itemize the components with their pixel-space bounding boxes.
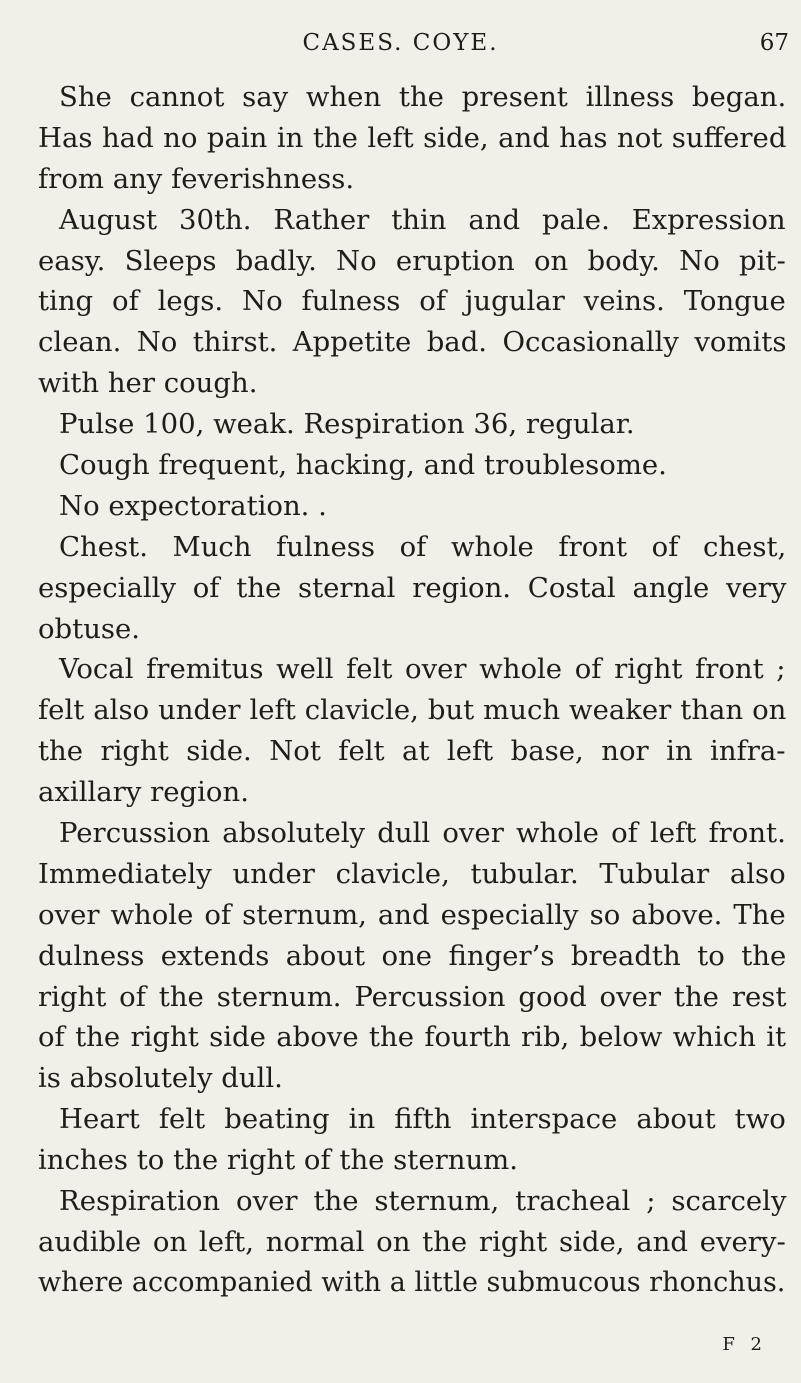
page-number: 67 <box>759 30 789 56</box>
text-line: Respiration over the sternum, tracheal ; scarcely <box>59 1185 787 1218</box>
text-line: easy. Sleeps badly. No eruption on body. No pit- <box>38 244 786 277</box>
text-line: Cough frequent, hacking, and troublesome. <box>59 449 667 482</box>
text-line: inches to the right of the sternum. <box>38 1144 519 1177</box>
text-line: Has had no pain in the left side, and has not suffered <box>38 121 787 154</box>
text-line: No expectoration. . <box>59 489 327 522</box>
body-text <box>38 77 790 1304</box>
text-line: Heart felt beating in fifth interspace about two <box>59 1103 786 1136</box>
text-line: felt also under left clavicle, but much weaker than on <box>38 694 787 727</box>
signature-mark: F 2 <box>722 1334 767 1355</box>
text-line: She cannot say when the present illness began. <box>59 81 787 113</box>
text-line: is absolutely dull. <box>38 1062 283 1095</box>
text-line: Immediately under clavicle, tubular. Tubular also <box>38 857 786 890</box>
text-line: Pulse 100, weak. Respiration 36, regular. <box>59 408 635 441</box>
text-line: the right side. Not felt at left base, nor in infra- <box>38 735 786 768</box>
text-line: August 30th. Rather thin and pale. Expression <box>59 203 786 236</box>
text-line: with her cough. <box>38 367 258 400</box>
text-line: from any feverishness. <box>38 162 355 195</box>
text-line: audible on left, normal on the right side, and every- <box>38 1225 786 1258</box>
running-head <box>0 26 801 66</box>
text-line: of the right side above the fourth rib, below which it <box>38 1021 787 1054</box>
text-line: Percussion absolutely dull over whole of left front. <box>59 817 786 850</box>
text-line: Vocal fremitus well felt over whole of right front ; <box>59 653 786 686</box>
text-line: dulness extends about one finger’s breadth to the <box>38 939 787 972</box>
text-line: over whole of sternum, and especially so above. The <box>38 898 786 931</box>
text-line: where accompanied with a little submucous rhonchus. <box>38 1266 786 1298</box>
text-line: especially of the sternal region. Costal angle very <box>38 571 787 604</box>
text-line: ting of legs. No fulness of jugular veins. Tongue <box>38 285 786 318</box>
running-title: CASES. COYE. <box>302 30 499 56</box>
text-line: Chest. Much fulness of whole front of chest, <box>59 530 787 563</box>
text-line: right of the sternum. Percussion good over the rest <box>38 980 787 1013</box>
text-line: clean. No thirst. Appetite bad. Occasionally vomits <box>38 326 787 359</box>
text-line: obtuse. <box>38 612 141 645</box>
text-line: axillary region. <box>38 776 249 809</box>
